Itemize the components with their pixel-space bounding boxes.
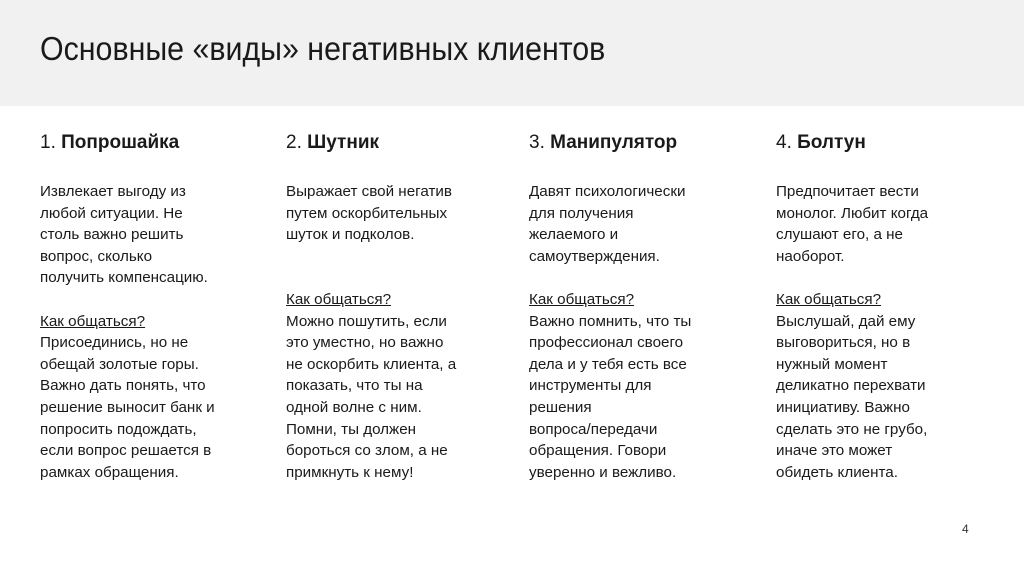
- column-name: Попрошайка: [61, 132, 180, 153]
- column-number: 1.: [40, 132, 56, 153]
- column-number: 4.: [776, 132, 792, 153]
- spacer: [529, 267, 749, 289]
- description-line: вопрос, сколько: [40, 247, 153, 265]
- column-number: 2.: [286, 132, 302, 153]
- client-type-column-3: [529, 130, 749, 483]
- advice-line: Выслушай, дай ему: [776, 312, 916, 330]
- advice-line: показать, что ты на: [286, 377, 423, 395]
- advice-line: Важно дать понять, что: [40, 377, 206, 395]
- advice-line: Помни, ты должен: [286, 420, 417, 438]
- column-heading: [40, 130, 260, 156]
- advice-line: одной волне с ним.: [286, 398, 422, 416]
- advice-line: рамках обращения.: [40, 463, 179, 481]
- spacer: [40, 289, 260, 311]
- advice-line: решения: [529, 398, 592, 416]
- advice-line: обращения. Говори: [529, 442, 667, 460]
- column-body: [40, 181, 260, 483]
- description-line: Предпочитает вести: [776, 183, 919, 200]
- description-line: получить компенсацию.: [40, 269, 208, 287]
- advice-line: обещай золотые горы.: [40, 355, 199, 373]
- description-line: путем оскорбительных: [286, 204, 448, 222]
- page-number: 4: [962, 522, 969, 536]
- column-heading: [776, 130, 996, 156]
- column-name: Шутник: [307, 132, 380, 153]
- description-line: Выражает свой негатив: [286, 183, 452, 200]
- description-line: столь важно решить: [40, 226, 184, 244]
- column-heading: [529, 130, 749, 156]
- description-line: желаемого и: [529, 226, 619, 244]
- advice-line: инструменты для: [529, 377, 652, 395]
- column-body: [286, 181, 506, 483]
- column-body: [529, 181, 749, 483]
- slide-title: Основные «виды» негативных клиентов: [40, 30, 606, 67]
- client-type-column-1: [40, 130, 260, 483]
- advice-line: не оскорбить клиента, а: [286, 355, 457, 373]
- how-to-communicate-link[interactable]: Как общаться?: [40, 312, 146, 330]
- spacer: [286, 246, 506, 268]
- advice-line: Можно пошутить, если: [286, 312, 447, 330]
- description-line: слушают его, а не: [776, 226, 903, 244]
- spacer: [776, 267, 996, 289]
- advice-line: вопроса/передачи: [529, 420, 658, 438]
- advice-line: попросить подождать,: [40, 420, 197, 438]
- advice-line: иначе это может: [776, 442, 893, 460]
- description-line: наоборот.: [776, 247, 845, 265]
- column-body: [776, 181, 996, 483]
- column-name: Манипулятор: [550, 132, 678, 153]
- advice-line: Важно помнить, что ты: [529, 312, 692, 330]
- advice-line: примкнуть к нему!: [286, 463, 414, 481]
- description-line: Давят психологически: [529, 183, 686, 200]
- description-line: самоутверждения.: [529, 247, 660, 265]
- spacer: [286, 267, 506, 289]
- advice-line: если вопрос решается в: [40, 442, 212, 460]
- advice-line: дела и у тебя есть все: [529, 355, 687, 373]
- column-name: Болтун: [797, 132, 866, 153]
- how-to-communicate-link[interactable]: Как общаться?: [776, 290, 882, 308]
- advice-line: инициативу. Важно: [776, 398, 910, 416]
- description-line: для получения: [529, 204, 634, 222]
- description-line: Извлекает выгоду из: [40, 183, 186, 200]
- advice-line: выговориться, но в: [776, 334, 911, 352]
- advice-line: нужный момент: [776, 355, 888, 373]
- client-type-column-4: [776, 130, 996, 483]
- advice-line: профессионал своего: [529, 334, 684, 352]
- column-number: 3.: [529, 132, 545, 153]
- advice-line: сделать это не грубо,: [776, 420, 928, 438]
- description-line: шуток и подколов.: [286, 226, 415, 244]
- advice-line: решение выносит банк и: [40, 398, 215, 416]
- how-to-communicate-link[interactable]: Как общаться?: [286, 290, 392, 308]
- client-type-column-2: [286, 130, 506, 483]
- advice-line: Присоединись, но не: [40, 334, 189, 352]
- advice-line: обидеть клиента.: [776, 463, 898, 481]
- how-to-communicate-link[interactable]: Как общаться?: [529, 290, 635, 308]
- description-line: монолог. Любит когда: [776, 204, 929, 222]
- description-line: любой ситуации. Не: [40, 204, 183, 222]
- advice-line: уверенно и вежливо.: [529, 463, 677, 481]
- advice-line: деликатно перехвати: [776, 377, 926, 395]
- title-bar: [0, 0, 1024, 106]
- advice-line: бороться со злом, а не: [286, 442, 448, 460]
- advice-line: это уместно, но важно: [286, 334, 444, 352]
- column-heading: [286, 130, 506, 156]
